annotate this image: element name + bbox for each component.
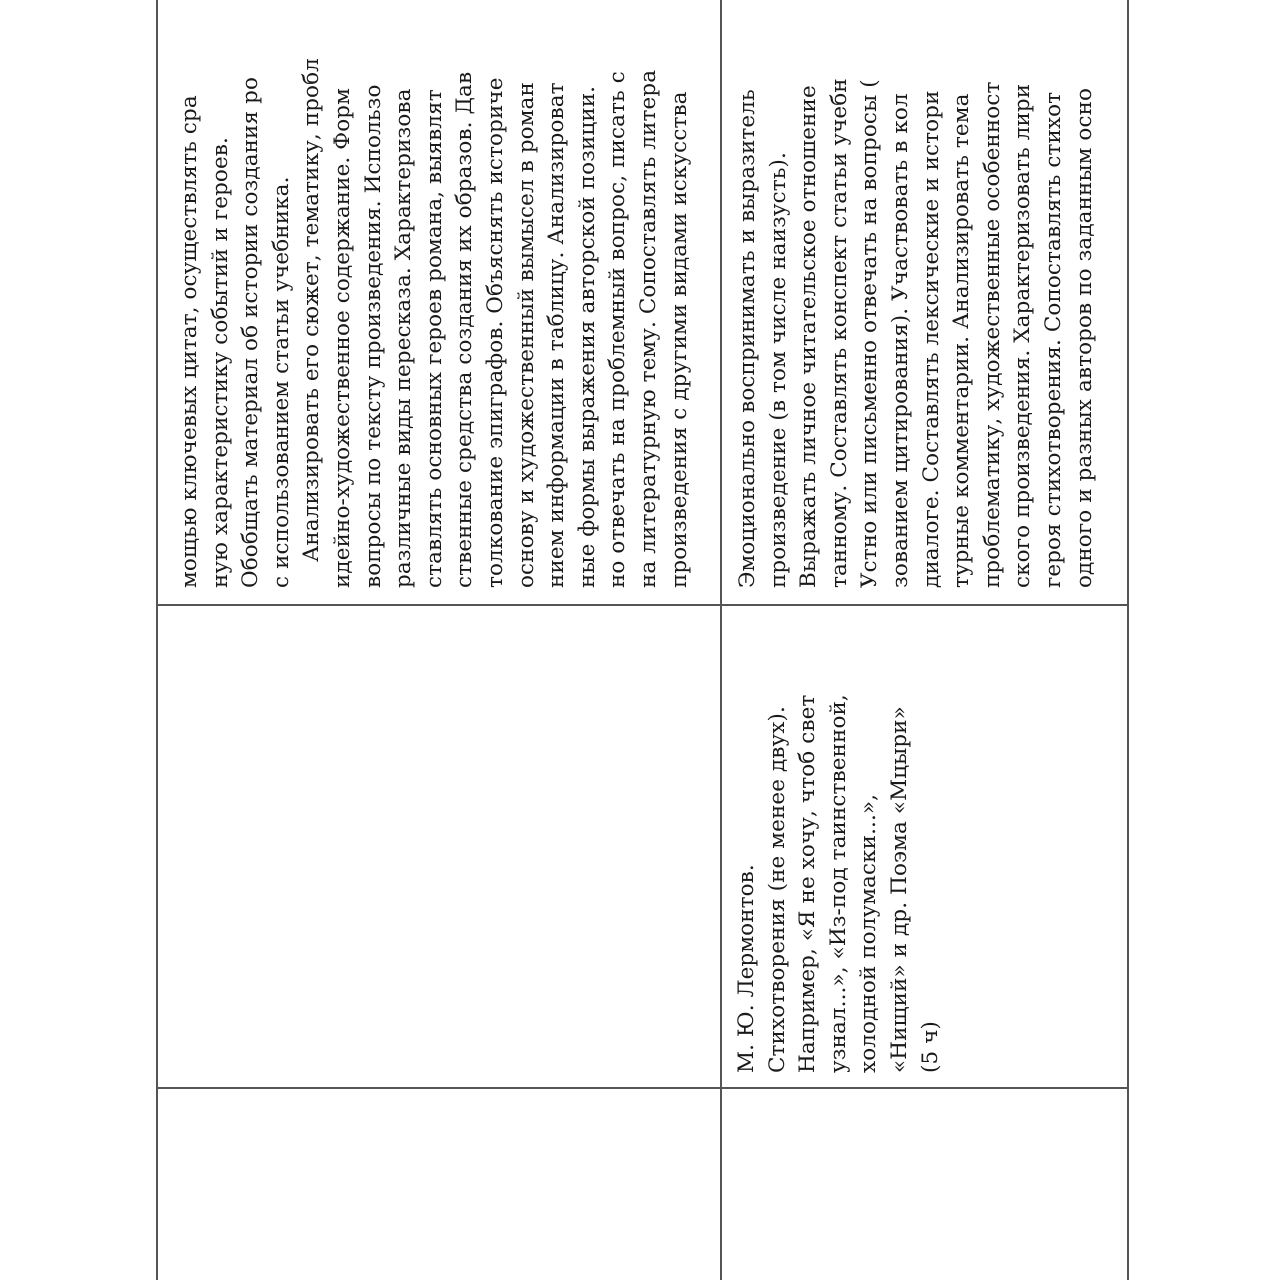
text-line: на литературную тему. Сопоставлять литера xyxy=(635,69,661,588)
text-line: Эмоционально воспринимать и выразитель xyxy=(735,89,760,588)
middle-row-left-cell xyxy=(158,606,719,1086)
text-line: основу и художественный вымысел в роман xyxy=(513,82,539,588)
text-line: толкование эпиграфов. Объяснять историче xyxy=(482,77,508,588)
text-line: Обобщать материал об истории создания ро xyxy=(238,77,264,588)
text-line: холодной полумаски...», xyxy=(856,793,882,1073)
text-line: ную характеристику событий и героев. xyxy=(207,137,233,588)
text-line: Например, «Я не хочу, чтоб свет xyxy=(795,694,821,1073)
text-line: с использованием статьи учебника. xyxy=(268,176,294,588)
middle-row-description-text xyxy=(733,78,1100,588)
middle-row-description-cell xyxy=(722,0,1126,603)
middle-row-topic-cell xyxy=(722,606,1126,1086)
text-line: (5 ч) xyxy=(917,1020,943,1073)
text-line: диалоге. Составлять лексические и истори xyxy=(918,90,944,588)
text-line: танному. Составлять конспект статьи учебн xyxy=(826,78,852,588)
text-line: ского произведения. Характеризовать лири xyxy=(1010,83,1036,588)
text-line: одного и разных авторов по заданным осно xyxy=(1071,87,1097,588)
text-line: Анализировать его сюжет, тематику, пробл xyxy=(299,58,325,562)
text-line: Устно или письменно отвечать на вопросы ( xyxy=(857,79,883,588)
text-line: проблематику, художественные особенност xyxy=(979,81,1005,588)
text-line: ственные средства создания их образов. Дав xyxy=(452,71,478,588)
text-line: турные комментарии. Анализировать тема xyxy=(949,93,975,588)
text-line: различные виды пересказа. Характеризова xyxy=(391,88,417,588)
text-line: узнал...», «Из-под таинственной, xyxy=(825,694,851,1073)
text-line: произведения с другими видами искусства xyxy=(666,91,692,588)
top-row-description-cell xyxy=(158,0,719,603)
text-line: идейно-художественное содержание. Форм xyxy=(329,88,355,588)
text-line: нием информации в таблицу. Анализироват xyxy=(544,82,570,588)
text-line: ставлять основных героев романа, выявлят xyxy=(421,89,447,588)
text-line: Стихотворения (не менее двух). xyxy=(764,706,790,1073)
text-line: «Нищий» и др. Поэма «Мцыри» xyxy=(886,706,912,1073)
text-line: М. Ю. Лермонтов. xyxy=(734,864,759,1073)
text-line: зованием цитирования). Участвовать в кол xyxy=(887,93,913,588)
bottom-row-left-cell xyxy=(158,1089,719,1280)
middle-row-topic-text xyxy=(732,694,946,1073)
text-line: вопросы по тексту произведения. Использо xyxy=(360,84,386,588)
text-line: но отвечать на проблемный вопрос, писать с xyxy=(605,71,631,588)
text-line: произведение (в том числе наизусть). xyxy=(765,152,791,588)
text-line: героя стихотворения. Сопоставлять стихот xyxy=(1040,91,1066,588)
text-line: Выражать личное читательское отношение xyxy=(796,85,822,588)
top-row-description-text xyxy=(175,58,695,588)
text-line: ные формы выражения авторской позиции. xyxy=(574,85,600,588)
text-line: мощью ключевых цитат, осуществлять сра xyxy=(177,95,202,588)
bottom-row-right-cell xyxy=(722,1089,1126,1280)
